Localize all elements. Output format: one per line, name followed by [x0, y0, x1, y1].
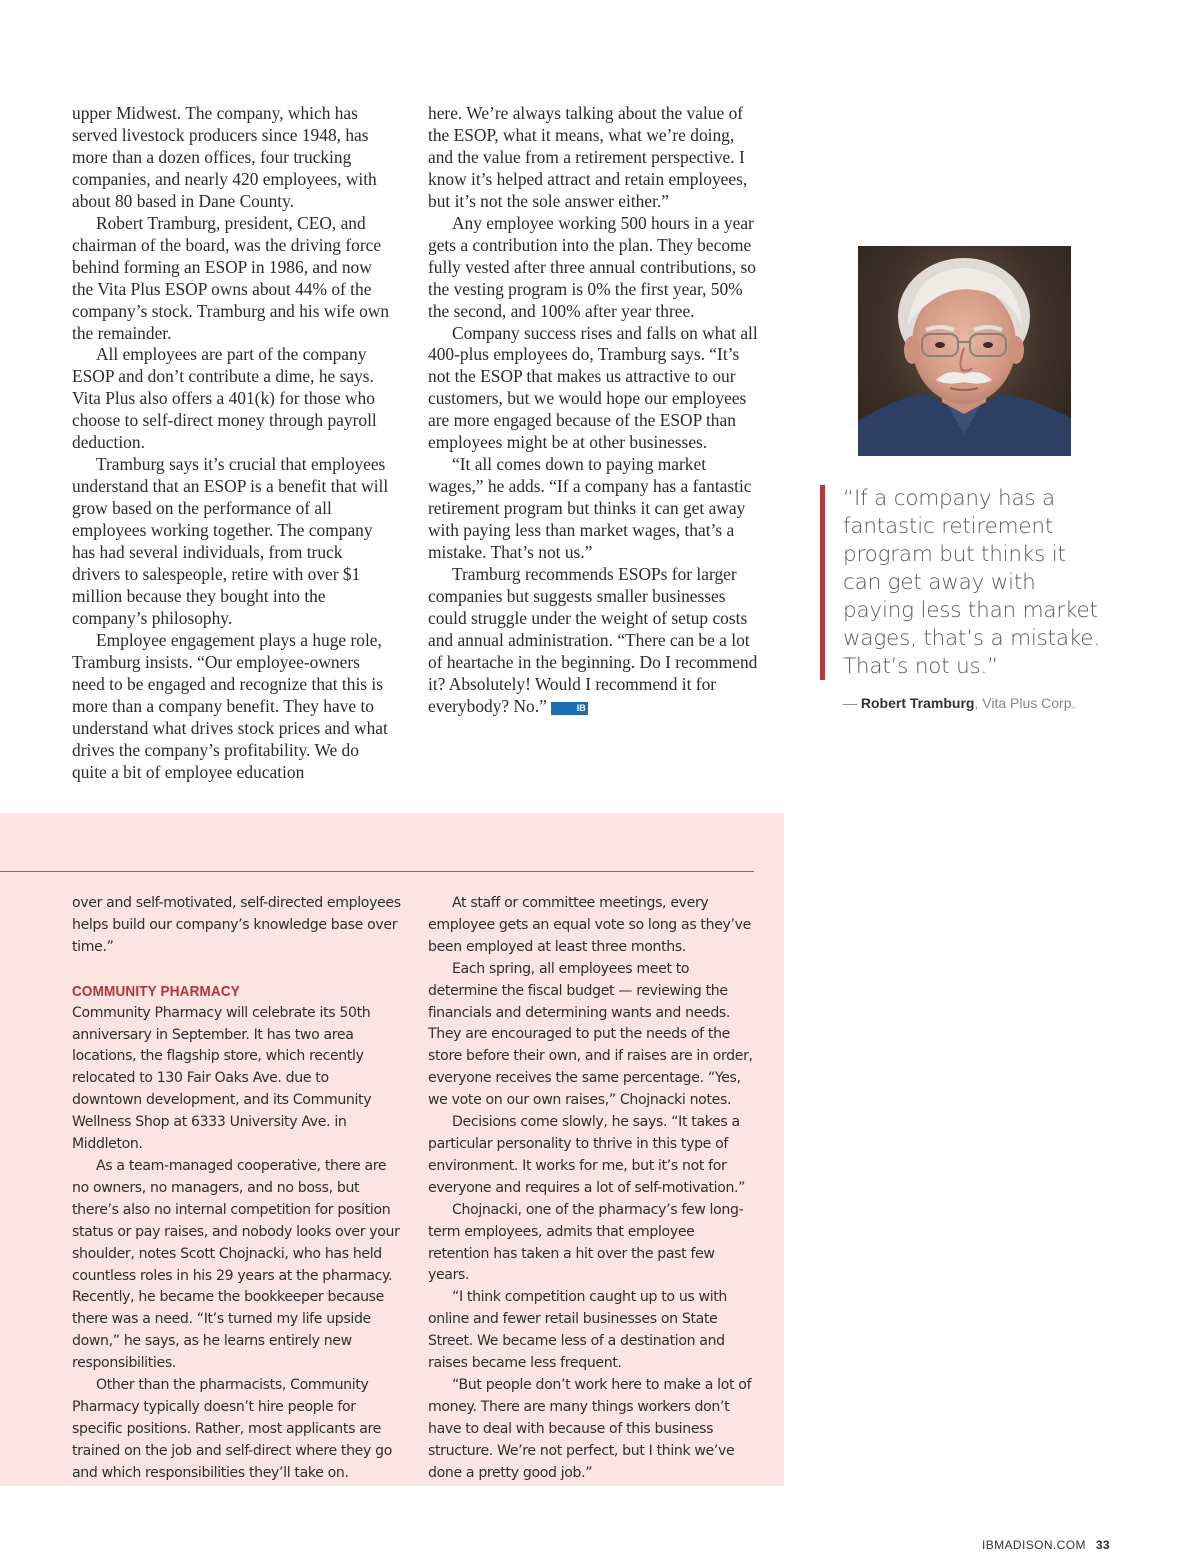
pull-quote — [820, 485, 1110, 711]
page-footer — [982, 1538, 1110, 1552]
sidebar-paragraph: At staff or committee meetings, every employee gets an equal vote so long as they’ve been employed at least three months. — [428, 895, 751, 955]
sidebar-paragraph: Chojnacki, one of the pharmacy’s few long-term employees, admits that employee retention has taken a hit over the past few years. — [428, 1201, 744, 1284]
article-column-1 — [72, 103, 394, 784]
article-paragraph: Robert Tramburg, president, CEO, and chairman of the board, was the driving force behind forming an ESOP in 1986, and now the Vita Plus ESOP owns about 44% of the company’s stock. Tramburg and his wife own the remainder. — [72, 212, 390, 343]
sidebar-paragraph: Other than the pharmacists, Community Pharmacy typically doesn’t hire people for specific positions. Rather, most applicants are trained on the job and self-direct where they go and which responsibilities they’ll take on. — [72, 1377, 392, 1481]
sidebar-paragraph: As a team-managed cooperative, there are no owners, no managers, and no boss, but there’s also no internal competition for position status or pay raises, and nobody looks over your shoulder, notes Scott Chojnacki, who has held countless roles in his 29 years at the pharmacy. Recently, he became the bookkeeper because there was a need. “It’s turned my life upside down,” he says, as he learns entirely new responsibilities. — [72, 1157, 400, 1372]
article-column-2 — [428, 103, 758, 718]
article-paragraph: Company success rises and falls on what all 400-plus employees do, Tramburg says. “It’s not the ESOP that makes us attractive to our customers, but we would hope our employees are more engaged because of the ESOP than employees might be at other businesses. — [428, 322, 758, 453]
portrait-illustration — [858, 246, 1071, 456]
article-paragraph: Employee engagement plays a huge role, Tramburg insists. “Our employee-owners need to be engaged and recognize that this is more than a company benefit. They have to understand what drives stock prices and what drives the company’s profitability. We do quite a bit of employee education — [72, 629, 388, 782]
sidebar-column-1 — [72, 893, 402, 1485]
pull-quote-attribution — [843, 695, 1110, 711]
sidebar-paragraph: Decisions come slowly, he says. “It takes a particular personality to thrive in this type of environment. It works for me, but it’s not for everyone and requires a lot of self-motivation.” — [428, 1114, 746, 1196]
article-paragraph — [428, 564, 758, 718]
sidebar-paragraph: Each spring, all employees meet to determine the fiscal budget — reviewing the financials and determining wants and needs. They are encouraged to put the needs of the store before their own, and if raises are in order, everyone receives the same percentage. “Yes, we vote on our own raises,” Chojnacki notes. — [428, 960, 753, 1109]
attribution-name: Robert Tramburg — [860, 695, 975, 711]
sidebar-paragraph: Community Pharmacy will celebrate its 50th anniversary in September. It has two area locations, the flagship store, which recently relocated to 130 Fair Oaks Ave. due to downtown development, and its Community Wellness Shop at 6333 University Ave. in Middleton. — [72, 1004, 372, 1153]
end-mark-icon: IB — [551, 702, 588, 715]
sidebar-divider — [0, 871, 754, 872]
portrait-photo — [858, 246, 1071, 456]
article-paragraph: upper Midwest. The company, which has served livestock producers since 1948, has more than a dozen offices, four trucking companies, and nearly 420 employees, with about 80 based in Dane County. — [72, 103, 377, 211]
article-paragraph: “It all comes down to paying market wages,” he adds. “If a company has a fantastic retirement program but thinks it can get away with paying less than market wages, that’s a mistake. That’s not us.” — [428, 454, 752, 563]
article-paragraph: Tramburg says it’s crucial that employees understand that an ESOP is a benefit that will grow based on the performance of all employees working together. The company has had several individuals, from truck drivers to salespeople, retire with over $1 million because they bought into the company’s philosophy. — [72, 454, 389, 628]
site-url[interactable]: IBMADISON.COM — [981, 1538, 1086, 1552]
attribution-affiliation: , Vita Plus Corp. — [974, 695, 1076, 711]
article-paragraph: here. We’re always talking about the value of the ESOP, what it means, what we’re doing, and the value from a retirement perspective. I know it’s helped attract and retain employees, but it’s not the sole answer either.” — [428, 103, 748, 211]
section-heading: COMMUNITY PHARMACY — [72, 982, 240, 1000]
sidebar-paragraph: over and self-motivated, self-directed employees helps build our company’s knowledge base over time.” — [72, 895, 401, 955]
article-paragraph: Any employee working 500 hours in a year gets a contribution into the plan. They become fully vested after three annual contributions, so the vesting program is 0% the first year, 50% the second, and 100% after year three. — [428, 212, 756, 321]
attribution-dash: — — [843, 695, 861, 711]
article-last-paragraph-text: Tramburg recommends ESOPs for larger companies but suggests smaller businesses could struggle under the weight of setup costs and annual administration. “There can be a lot of heartache in the beginning. Do I recommend it? Absolutely! Would I recommend it for everybody? No.” — [428, 564, 758, 716]
page-number: 33 — [1095, 1538, 1110, 1552]
pull-quote-text: “If a company has a fantastic retirement program but thinks it can get away with paying less than market wages, that’s a mistake. That’s not us.” — [843, 486, 1100, 679]
sidebar-column-2 — [428, 893, 758, 1484]
sidebar-paragraph: “But people don’t work here to make a lot of money. There are many things workers don’t have to deal with because of this business structure. We’re not perfect, but I think we’ve done a pretty good job.” — [428, 1376, 752, 1481]
article-paragraph: All employees are part of the company ESOP and don’t contribute a dime, he says. Vita Plus also offers a 401(k) for those who choose to self-direct money through payroll deduction. — [72, 344, 377, 453]
sidebar-paragraph: “I think competition caught up to us with online and fewer retail businesses on State Street. We became less of a destination and raises became less frequent. — [428, 1289, 728, 1372]
